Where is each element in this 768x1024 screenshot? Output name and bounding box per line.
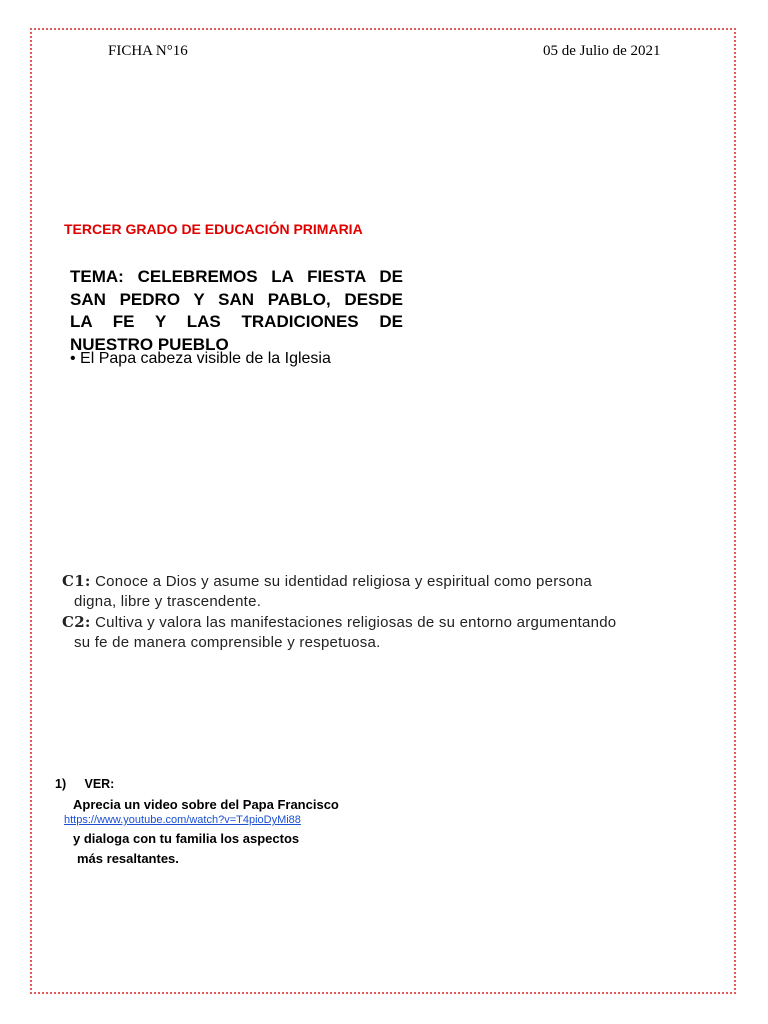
ficha-number: FICHA N°16: [108, 43, 188, 59]
activity-line-1: Aprecia un video sobre del Papa Francisco: [73, 797, 339, 812]
competencia-c1: [62, 571, 592, 612]
competencia-c2: [62, 612, 616, 653]
competencia-code: C1:: [62, 572, 91, 590]
grade-heading: TERCER GRADO DE EDUCACIÓN PRIMARIA: [64, 221, 363, 237]
tema-line-1: TEMA: CELEBREMOS LA FIESTA DE: [70, 267, 403, 286]
activity-heading: [55, 777, 114, 791]
tema-line-2: SAN PEDRO Y SAN PABLO, DESDE: [70, 289, 403, 309]
activity-number: 1): [55, 777, 67, 791]
competencia-text: Conoce a Dios y asume su identidad religiosa y espiritual como persona: [95, 573, 593, 590]
video-link[interactable]: https://www.youtube.com/watch?v=T4pioDyMi88: [64, 814, 301, 826]
date: 05 de Julio de 2021: [543, 43, 661, 59]
competencia-text: Cultiva y valora las manifestaciones religiosas de su entorno argumentando: [95, 614, 617, 631]
tema-subtitle: • El Papa cabeza visible de la Iglesia: [70, 350, 331, 367]
competencia-code: C2:: [62, 613, 91, 631]
competencia-text-cont: digna, libre y trascendente.: [74, 593, 262, 610]
competencia-text-cont: su fe de manera comprensible y respetuosa.: [74, 634, 381, 651]
activity-title: VER:: [84, 777, 115, 791]
page-border: [30, 28, 736, 994]
tema-line-4: NUESTRO PUEBLO: [70, 334, 229, 354]
tema-block: [70, 266, 403, 356]
activity-line-2: y dialoga con tu familia los aspectos: [73, 831, 300, 846]
tema-line-3: LA FE Y LAS TRADICIONES DE: [70, 312, 403, 331]
activity-line-3: más resaltantes.: [77, 851, 179, 866]
